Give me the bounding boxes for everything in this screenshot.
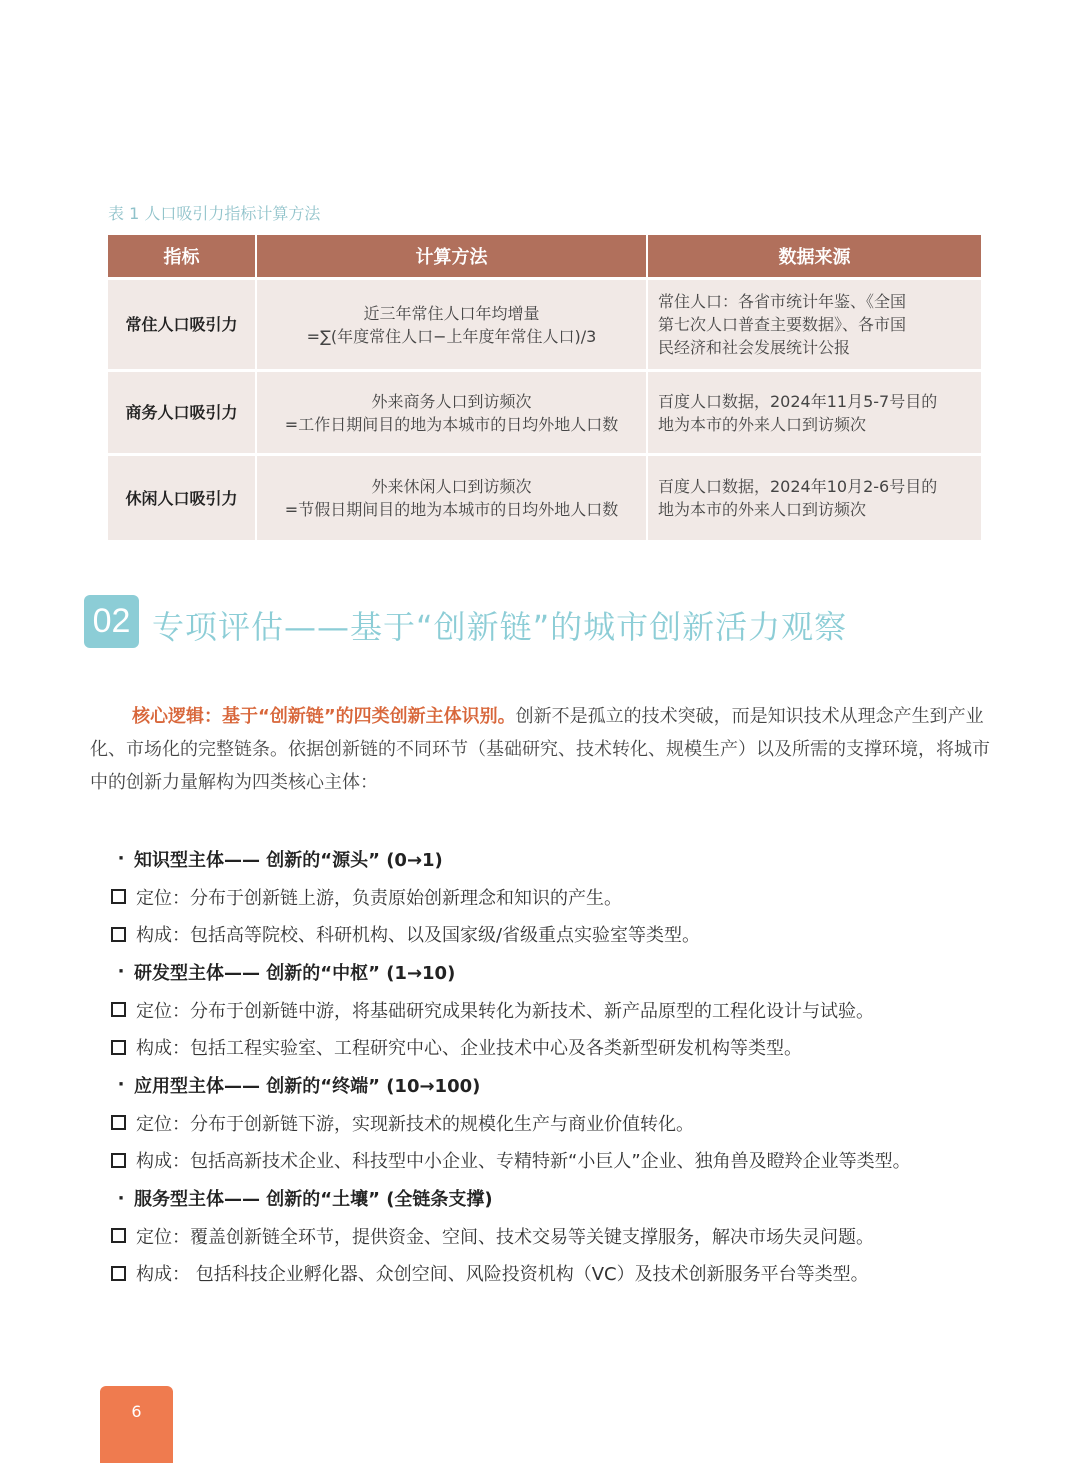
square-bullet-icon xyxy=(111,889,126,904)
list-item xyxy=(108,1104,1008,1142)
source-line: 百度人口数据，2024年10月2-6号目的 xyxy=(658,477,938,496)
intro-text: 创新不是孤立的技术突破，而是知识技术从理念产生到产业化、市场化的完整链条。依据创新链的不同环节（基础研究、技术转化、规模生产）以及所需的支撑环境，将城市中的创新力量解构为四类核心主体： xyxy=(90,706,990,793)
source-cell xyxy=(647,371,981,455)
source-line: 第七次人口普查主要数据》、各市国 xyxy=(658,315,907,334)
square-bullet-icon xyxy=(111,927,126,942)
item-text: 构成： 包括科技企业孵化器、众创空间、风险投资机构（VC）及技术创新服务平台等类型。 xyxy=(136,1264,869,1286)
source-line: 百度人口数据，2024年11月5-7号目的 xyxy=(658,391,938,411)
list-item-main xyxy=(108,840,1008,878)
page-number-tab: 6 xyxy=(100,1386,173,1463)
method-line: =工作日期间目的地为本城市的日均外地人口数 xyxy=(284,414,619,434)
method-cell xyxy=(256,371,647,455)
indicator-table xyxy=(108,235,981,543)
section-title: 专项评估——基于“创新链”的城市创新活力观察 xyxy=(152,608,848,646)
source-line: 常住人口：各省市统计年鉴、《全国 xyxy=(658,292,907,311)
section-number-badge: 02 xyxy=(84,595,139,648)
header-source: 数据来源 xyxy=(647,235,981,279)
source-cell xyxy=(647,279,981,371)
method-cell xyxy=(256,455,647,542)
method-line: =节假日期间目的地为本城市的日均外地人口数 xyxy=(284,500,619,519)
source-line: 地为本市的外来人口到访频次 xyxy=(658,414,867,434)
method-line: =∑(年度常住人口−上年度年常住人口)/3 xyxy=(306,326,597,346)
square-bullet-icon xyxy=(111,1115,126,1130)
method-line: 外来商务人口到访频次 xyxy=(371,391,532,411)
item-text: 定位：分布于创新链下游，实现新技术的规模化生产与商业价值转化。 xyxy=(136,1113,694,1135)
square-bullet-icon xyxy=(111,1153,126,1168)
square-bullet-icon xyxy=(111,1228,126,1243)
list-item xyxy=(108,878,1008,916)
method-cell xyxy=(256,279,647,371)
item-text: 构成：包括工程实验室、工程研究中心、企业技术中心及各类新型研发机构等类型。 xyxy=(136,1038,802,1060)
square-bullet-icon xyxy=(111,1002,126,1017)
square-bullet-icon xyxy=(111,1266,126,1281)
source-cell xyxy=(647,455,981,542)
list-item-main xyxy=(108,1066,1008,1104)
indicator-cell: 常住人口吸引力 xyxy=(108,279,256,371)
item-text: 构成：包括高等院校、科研机构、以及国家级/省级重点实验室等类型。 xyxy=(136,925,701,947)
bullet-dot-icon: · xyxy=(117,1074,125,1096)
square-bullet-icon xyxy=(111,1040,126,1055)
bullet-dot-icon: · xyxy=(117,1187,125,1209)
bullet-dot-icon: · xyxy=(117,848,125,870)
item-text: 定位：分布于创新链中游，将基础研究成果转化为新技术、新产品原型的工程化设计与试验。 xyxy=(136,1000,874,1022)
list-item xyxy=(108,1028,1008,1066)
table-caption: 表 1 人口吸引力指标计算方法 xyxy=(108,204,321,223)
list-item xyxy=(108,1217,1008,1255)
item-text: 应用型主体—— 创新的“终端” (10→100) xyxy=(134,1075,481,1097)
source-line: 地为本市的外来人口到访频次 xyxy=(658,500,867,519)
indicator-cell: 休闲人口吸引力 xyxy=(108,455,256,542)
header-indicator: 指标 xyxy=(108,235,256,279)
list-item xyxy=(108,1142,1008,1180)
table-row xyxy=(108,279,981,371)
indicator-cell: 商务人口吸引力 xyxy=(108,371,256,455)
item-text: 研发型主体—— 创新的“中枢” (1→10) xyxy=(134,962,456,984)
table-row xyxy=(108,455,981,542)
method-line: 外来休闲人口到访频次 xyxy=(371,477,532,496)
intro-paragraph xyxy=(90,700,1002,799)
header-method: 计算方法 xyxy=(256,235,647,279)
item-text: 知识型主体—— 创新的“源头” (0→1) xyxy=(134,849,443,871)
item-text: 定位：覆盖创新链全环节，提供资金、空间、技术交易等关键支撑服务，解决市场失灵问题。 xyxy=(136,1226,874,1248)
list-item xyxy=(108,991,1008,1029)
method-line: 近三年常住人口年均增量 xyxy=(363,303,540,323)
list-item xyxy=(108,915,1008,953)
table-header-row xyxy=(108,235,981,279)
intro-highlight: 核心逻辑：基于“创新链”的四类创新主体识别。 xyxy=(132,706,516,727)
item-text: 定位：分布于创新链上游，负责原始创新理念和知识的产生。 xyxy=(136,887,622,909)
list-item xyxy=(108,1255,1008,1293)
bullet-dot-icon: · xyxy=(117,961,125,983)
list-item-main xyxy=(108,953,1008,991)
table-row xyxy=(108,371,981,455)
source-line: 民经济和社会发展统计公报 xyxy=(658,338,851,357)
subject-list xyxy=(108,840,1008,1292)
list-item-main xyxy=(108,1179,1008,1217)
item-text: 构成：包括高新技术企业、科技型中小企业、专精特新“小巨人”企业、独角兽及瞪羚企业等类型。 xyxy=(136,1151,911,1173)
item-text: 服务型主体—— 创新的“土壤” (全链条支撑) xyxy=(134,1189,493,1211)
